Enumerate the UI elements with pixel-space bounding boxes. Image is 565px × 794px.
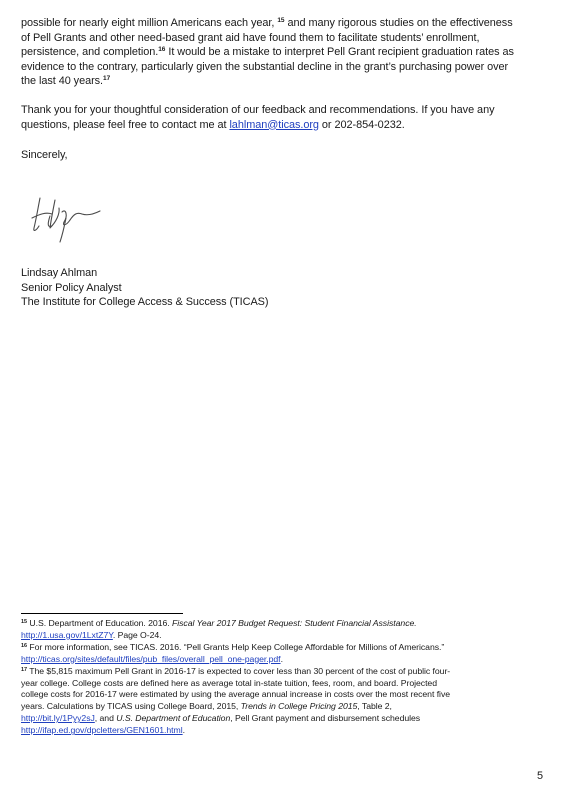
text-line [21,45,551,60]
footnote-link[interactable]: http://ifap.ed.gov/dpcletters/GEN1601.html [21,725,183,736]
text-segment: the last 40 years. [21,75,104,88]
signer-title: Senior Policy Analyst [21,281,122,294]
text-segment: . [280,653,283,664]
footnotes [21,618,551,737]
text-segment: It would be a mistake to interpret Pell Grant recipient graduation rates as [165,46,514,59]
text-segment: The $5,815 maximum Pell Grant in 2016-17 is expected to cover less than 30 percent of the cost of public four- [27,665,451,676]
footnote-16-cont [21,654,551,666]
text-line [21,74,551,89]
text-line: evidence to the contrary, particularly given the substantial decline in the grant’s purchasing power over [21,60,509,73]
text-segment: questions, please feel free to contact me at [21,118,230,131]
text-line: of Pell Grants and other need-based grant aid have found them to facilitate students’ enrollment, [21,31,480,44]
footnote-ref-17[interactable]: 17 [103,75,111,83]
page-number: 5 [536,770,543,782]
text-segment: . Page O-24. [112,629,162,640]
footnote-number: 15 [21,619,28,625]
text-segment: , and [94,713,117,724]
text-segment: U.S. Department of Education. 2016. [27,618,172,628]
signature-block [21,266,551,310]
footnote-17-line: year college. College costs are defined here as average total in-state tuition, fees, room, and board. Projected [21,677,437,688]
footnote-17-line [21,701,551,713]
text-line: Thank you for your thoughtful consideration of our feedback and recommendations. If you have any [21,104,495,116]
footnote-link[interactable]: http://ticas.org/sites/default/files/pub_files/overall_pell_one-pager.pdf [21,653,281,664]
text-line [21,16,551,31]
footnote-separator [21,613,183,614]
footnote-17-line: college costs for 2016-17 were estimated by using the average annual increase in costs over the most recent five [21,689,451,700]
text-segment: , Pell Grant payment and disbursement schedules [230,713,421,724]
closing-text: Sincerely, [21,149,68,161]
italic-title: Trends in College Pricing 2015 [240,701,358,712]
footnote-link[interactable]: http://bit.ly/1Pyy2sJ [21,713,95,724]
footnote-16 [21,642,551,654]
text-segment: or 202-854-0232. [318,118,405,131]
signer-name: Lindsay Ahlman [21,267,98,279]
footnote-ref-15[interactable]: 15 [277,17,285,24]
footnote-15 [21,618,551,630]
footnote-15-cont [21,630,551,642]
italic-title: U.S. Department of Education [116,713,231,724]
footnote-17-line [21,725,551,737]
text-segment: possible for nearly eight million Americans each year, [21,17,278,29]
text-line [21,118,551,133]
text-segment: . [182,725,185,736]
text-segment: persistence, and completion. [21,46,159,59]
footnote-link[interactable]: http://1.usa.gov/1LxtZ7Y [21,629,113,640]
handwritten-signature [22,178,122,248]
footnote-ref-16[interactable]: 16 [158,46,166,54]
italic-title: Fiscal Year 2017 Budget Request: Student Financial Assistance. [172,618,417,628]
paragraph-thank-you [21,103,551,132]
text-segment: , Table 2, [357,701,392,712]
signer-organization: The Institute for College Access & Success (TICAS) [21,296,269,309]
footnote-number: 17 [21,666,28,673]
paragraph-pell-grant-evidence [21,16,551,89]
email-link[interactable]: lahlman@ticas.org [229,118,319,131]
footnote-17-line [21,713,551,725]
footnote-17 [21,666,551,678]
closing-salutation [21,148,551,163]
text-segment: For more information, see TICAS. 2016. “Pell Grants Help Keep College Affordable for Millions of Americans.” [27,641,445,652]
text-segment: and many rigorous studies on the effectiveness [284,17,513,29]
text-segment: years. Calculations by TICAS using College Board, 2015, [21,701,241,712]
footnote-number: 16 [21,642,28,649]
